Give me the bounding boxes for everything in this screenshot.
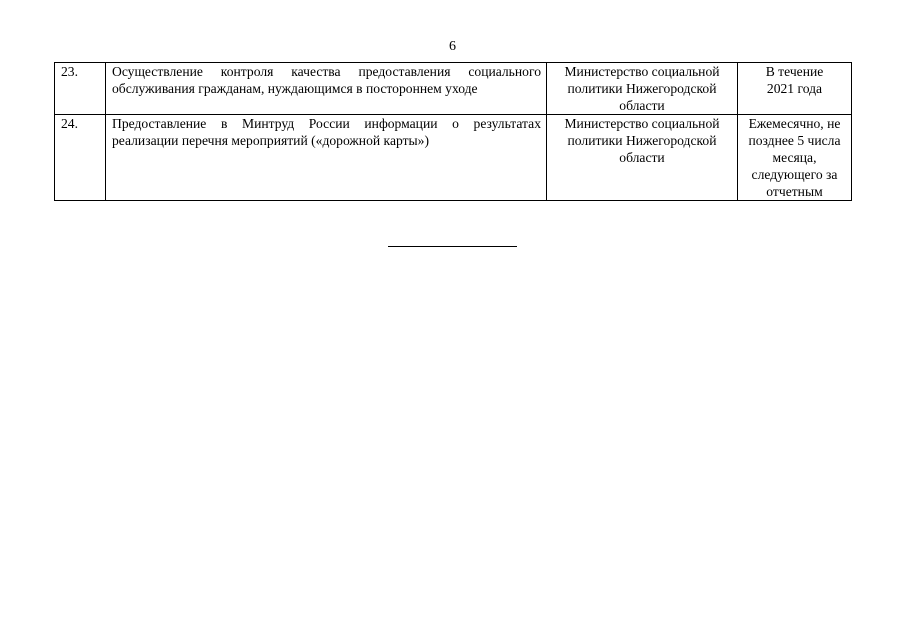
measure-description-cell: [106, 115, 547, 201]
responsible-cell: [547, 115, 738, 201]
row-number-cell: [55, 63, 106, 115]
row-number-cell: [55, 115, 106, 201]
responsible-line: области: [619, 150, 665, 165]
term-cell: [738, 63, 852, 115]
measure-description-cell: [106, 63, 547, 115]
term-line: отчетным: [766, 184, 823, 199]
measure-description-line: реализации перечня мероприятий («дорожной карты»): [112, 133, 429, 148]
responsible-cell: [547, 63, 738, 115]
term-line: следующего за: [751, 167, 838, 182]
term-line: месяца,: [772, 150, 817, 165]
responsible-line: Министерство социальной: [564, 116, 720, 131]
term-line: 2021 года: [766, 81, 823, 96]
measure-description-line: Предоставление в Минтруд России информации о результатах: [112, 116, 541, 131]
row-number: 24.: [61, 116, 78, 131]
measures-table: [54, 62, 852, 201]
table-row: [55, 115, 852, 201]
responsible-line: политики Нижегородской: [567, 133, 717, 148]
table-row: [55, 63, 852, 115]
end-of-document-rule: [388, 246, 517, 247]
row-number: 23.: [61, 64, 78, 79]
term-line: Ежемесячно, не: [748, 116, 841, 131]
measure-description-line: Осуществление контроля качества предоставления социального: [112, 64, 541, 79]
term-line: позднее 5 числа: [748, 133, 841, 148]
page-number: 6: [449, 39, 456, 54]
responsible-line: политики Нижегородской: [567, 81, 717, 96]
measure-description-line: обслуживания гражданам, нуждающимся в постороннем уходе: [112, 81, 478, 96]
responsible-line: области: [619, 98, 665, 113]
term-line: В течение: [765, 64, 824, 79]
term-cell: [738, 115, 852, 201]
responsible-line: Министерство социальной: [564, 64, 720, 79]
